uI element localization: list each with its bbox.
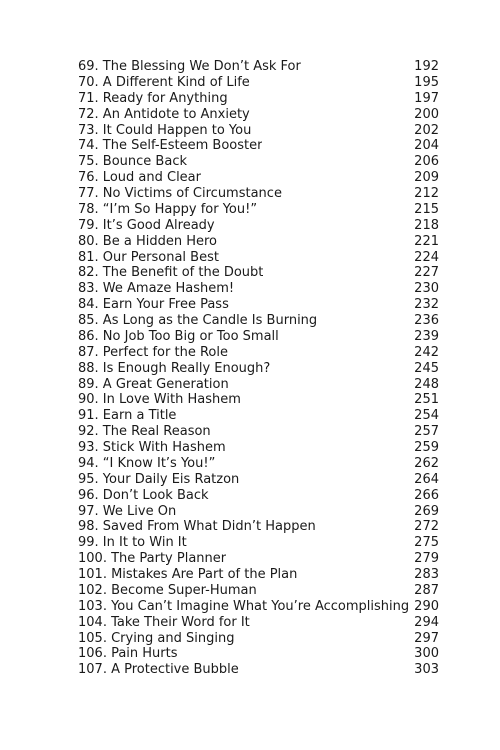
toc-entry-title: 92. The Real Reason [78,424,211,440]
toc-entry [78,281,439,297]
toc-entry-page-number: 206 [414,154,439,170]
toc-entry-title: 72. An Antidote to Anxiety [78,106,250,122]
toc-entry [78,329,439,345]
toc-entry-title: 82. The Benefit of the Doubt [78,265,264,281]
toc-entry-page-number: 230 [414,281,439,297]
toc-entry-page-number: 200 [414,106,439,122]
toc-entry-page-number: 251 [414,392,439,408]
toc-entry-title: 105. Crying and Singing [78,630,235,646]
toc-entry-page-number: 248 [414,376,439,392]
toc-entry [78,170,439,186]
toc-entry-title: 95. Your Daily Eis Ratzon [78,471,240,487]
toc-entry-title: 96. Don’t Look Back [78,487,209,503]
toc-entry [78,59,439,75]
toc-entry [78,234,439,250]
toc-entry [78,361,439,377]
toc-entry-title: 77. No Victims of Circumstance [78,186,282,201]
toc-entry-page-number: 239 [414,328,439,344]
toc-entry [78,551,439,567]
toc-entry-title: 103. You Can’t Imagine What You’re Accomplishing [78,598,410,614]
toc-entry-title: 106. Pain Hurts [78,646,178,662]
toc-entry-title: 87. Perfect for the Role [78,344,228,360]
toc-entry-title: 93. Stick With Hashem [78,440,226,455]
toc-entry [78,504,439,520]
toc-entry-page-number: 262 [414,455,439,471]
toc-entry-page-number: 245 [414,360,439,376]
toc-entry-title: 69. The Blessing We Don’t Ask For [78,59,301,74]
toc-entry-page-number: 197 [414,90,439,106]
toc-entry-page-number: 294 [414,614,439,630]
toc-entry [78,202,439,218]
toc-entry-page-number: 283 [414,567,439,582]
toc-entry [78,186,439,202]
toc-entry-title: 104. Take Their Word for It [78,614,250,630]
toc-entry [78,107,439,123]
toc-entry-page-number: 215 [414,201,439,217]
toc-entry-title: 88. Is Enough Really Enough? [78,360,271,376]
toc-entry-page-number: 202 [414,122,439,138]
toc-entry-page-number: 275 [414,535,439,551]
toc-entry-page-number: 303 [414,662,439,678]
toc-entry-page-number: 195 [414,74,439,90]
toc-entry-title: 75. Bounce Back [78,154,187,170]
toc-entry-page-number: 227 [414,265,439,281]
toc-entry-title: 79. It’s Good Already [78,217,215,233]
toc-entry [78,265,439,281]
toc-entry-page-number: 290 [414,598,439,614]
toc-entry [78,123,439,139]
toc-entry-page-number: 287 [414,582,439,598]
toc-entry-page-number: 212 [414,186,439,201]
toc-entry [78,599,439,615]
toc-entry [78,424,439,440]
toc-entry-title: 73. It Could Happen to You [78,122,252,138]
toc-entry-page-number: 192 [414,59,439,74]
toc-entry-title: 85. As Long as the Candle Is Burning [78,313,318,328]
toc-entry [78,218,439,234]
toc-entry-title: 100. The Party Planner [78,551,227,567]
toc-entry-page-number: 259 [414,440,439,455]
toc-entry-page-number: 300 [414,646,439,662]
toc-entry [78,154,439,170]
toc-entry [78,488,439,504]
toc-entry [78,583,439,599]
toc-entry [78,392,439,408]
toc-entry-title: 84. Earn Your Free Pass [78,297,229,313]
toc-entry-title: 99. In It to Win It [78,535,187,551]
toc-entry-title: 97. We Live On [78,503,177,519]
toc-entry [78,408,439,424]
toc-entry-title: 101. Mistakes Are Part of the Plan [78,567,298,582]
toc-entry-title: 74. The Self-Esteem Booster [78,138,263,154]
toc-entry-title: 86. No Job Too Big or Too Small [78,328,279,344]
toc-entry-page-number: 264 [414,471,439,487]
toc-entry-page-number: 218 [414,217,439,233]
toc-entry-title: 78. “I’m So Happy for You!” [78,201,258,217]
toc-entry [78,250,439,266]
toc-entry [78,138,439,154]
toc-entry-title: 89. A Great Generation [78,376,229,392]
toc-entry-page-number: 254 [414,408,439,424]
toc-entry [78,75,439,91]
toc-entry-page-number: 297 [414,630,439,646]
toc-entry [78,662,439,678]
toc-entry [78,345,439,361]
toc-entry-page-number: 272 [414,519,439,535]
table-of-contents [78,59,439,678]
toc-entry-page-number: 204 [414,138,439,154]
toc-entry-title: 102. Become Super-Human [78,582,257,598]
toc-entry-title: 76. Loud and Clear [78,170,201,186]
toc-entry-title: 80. Be a Hidden Hero [78,233,218,249]
toc-entry-title: 94. “I Know It’s You!” [78,455,216,471]
toc-entry [78,91,439,107]
toc-entry-page-number: 221 [414,233,439,249]
toc-entry-title: 107. A Protective Bubble [78,662,239,678]
toc-entry-page-number: 236 [414,313,439,328]
toc-entry [78,456,439,472]
toc-entry-title: 90. In Love With Hashem [78,392,241,408]
toc-entry-page-number: 224 [414,249,439,265]
toc-entry [78,519,439,535]
toc-entry [78,297,439,313]
toc-entry [78,567,439,583]
toc-entry-page-number: 266 [414,487,439,503]
toc-entry [78,377,439,393]
toc-entry-title: 71. Ready for Anything [78,90,228,106]
toc-entry-page-number: 279 [414,551,439,567]
toc-entry [78,472,439,488]
toc-entry-page-number: 209 [414,170,439,186]
toc-entry [78,631,439,647]
toc-entry [78,313,439,329]
toc-entry-title: 83. We Amaze Hashem! [78,281,235,297]
toc-entry-title: 70. A Different Kind of Life [78,74,250,90]
toc-entry-page-number: 242 [414,344,439,360]
toc-entry [78,440,439,456]
toc-entry-page-number: 232 [414,297,439,313]
toc-entry [78,535,439,551]
toc-entry-page-number: 269 [414,503,439,519]
toc-entry-title: 81. Our Personal Best [78,249,219,265]
toc-entry [78,646,439,662]
toc-entry-title: 98. Saved From What Didn’t Happen [78,519,316,535]
toc-entry [78,615,439,631]
toc-entry-page-number: 257 [414,424,439,440]
toc-entry-title: 91. Earn a Title [78,408,177,424]
